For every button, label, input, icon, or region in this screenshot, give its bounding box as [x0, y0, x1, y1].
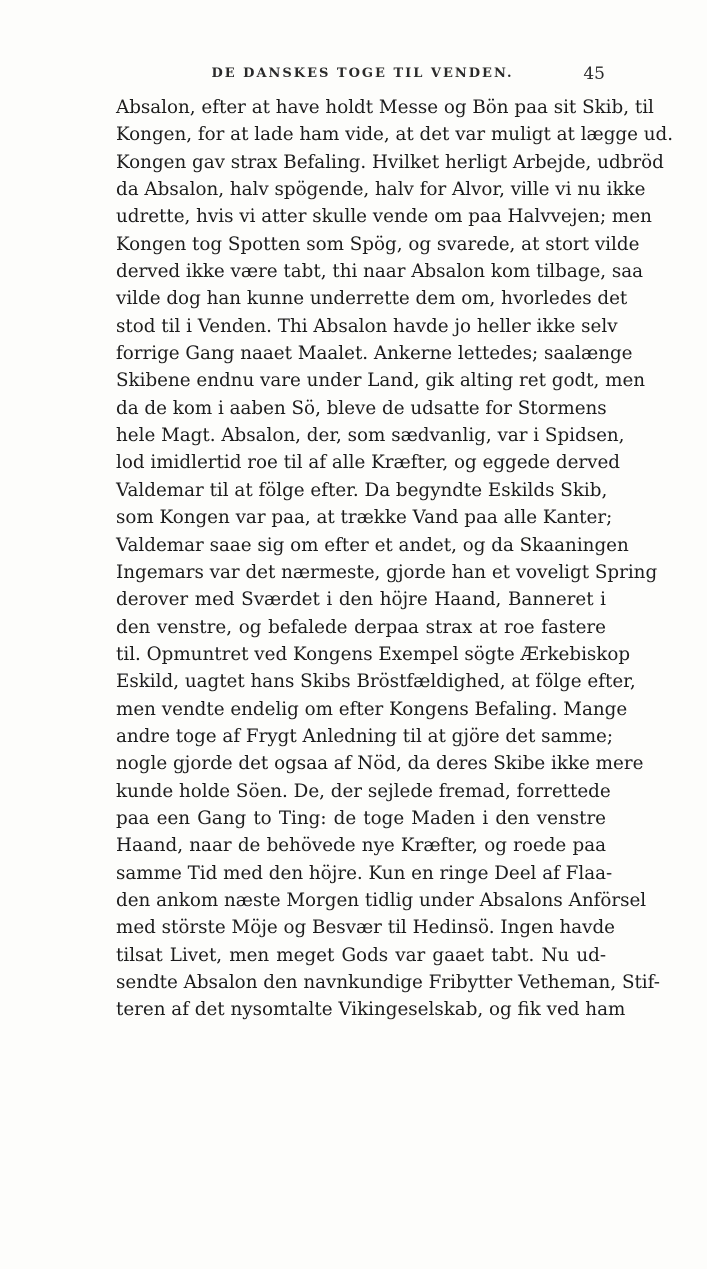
text-line: hele Magt. Absalon, der, som sædvanlig, var i Spidsen, — [116, 425, 625, 447]
text-line: forrige Gang naaet Maalet. Ankerne lettedes; saalænge — [116, 343, 633, 365]
text-line: Kongen gav strax Befaling. Hvilket herligt Arbejde, udbröd — [116, 151, 664, 173]
text-line: Valdemar til at fölge efter. Da begyndte Eskilds Skib, — [116, 479, 608, 501]
running-head — [120, 66, 605, 90]
text-line: andre toge af Frygt Anledning til at gjöre det samme; — [116, 725, 614, 747]
text-line: teren af det nysomtalte Vikingeselskab, og fik ved ham — [116, 999, 626, 1021]
text-line: derover med Sværdet i den höjre Haand, Banneret i — [116, 589, 606, 611]
text-line: lod imidlertid roe til af alle Kræfter, og eggede derved — [116, 452, 621, 474]
text-line: Eskild, uagtet hans Skibs Bröstfældighed, at fölge efter, — [116, 671, 636, 693]
body-text — [116, 94, 674, 1024]
text-line: kunde holde Söen. De, der sejlede fremad, forrettede — [116, 780, 611, 802]
text-line: Valdemar saae sig om efter et andet, og da Skaaningen — [116, 534, 629, 556]
text-line: samme Tid med den höjre. Kun en ringe Deel af Flaa- — [116, 862, 613, 884]
text-line: med störste Möje og Besvær til Hedinsö. Ingen havde — [116, 917, 615, 939]
text-line: tilsat Livet, men meget Gods var gaaet tabt. Nu ud- — [116, 944, 606, 966]
text-line: da de kom i aaben Sö, bleve de udsatte for Stormens — [116, 397, 607, 419]
text-line: stod til i Venden. Thi Absalon havde jo heller ikke selv — [116, 315, 618, 337]
text-line: men vendte endelig om efter Kongens Befaling. Mange — [116, 698, 628, 720]
text-line: sendte Absalon den navnkundige Fribytter Vetheman, Stif- — [116, 972, 660, 993]
text-line: Absalon, efter at have holdt Messe og Bön paa sit Skib, til — [116, 97, 654, 118]
text-line: vilde dog han kunne underrette dem om, hvorledes det — [116, 288, 628, 310]
text-line: udrette, hvis vi atter skulle vende om paa Halvvejen; men — [116, 206, 652, 228]
text-line: paa een Gang to Ting: de toge Maden i den venstre — [116, 807, 606, 829]
text-line: som Kongen var paa, at trække Vand paa alle Kanter; — [116, 507, 613, 529]
text-line: til. Opmuntret ved Kongens Exempel sögte Ærkebiskop — [116, 643, 631, 665]
text-line: da Absalon, halv spögende, halv for Alvor, ville vi nu ikke — [116, 179, 646, 201]
page-number: 45 — [583, 64, 605, 84]
text-line: Kongen, for at lade ham vide, at det var muligt at lægge ud. — [116, 124, 674, 146]
text-line: Kongen tog Spotten som Spög, og svarede, at stort vilde — [116, 233, 640, 255]
text-line: nogle gjorde det ogsaa af Nöd, da deres Skibe ikke mere — [116, 753, 644, 775]
running-title: DE DANSKES TOGE TIL VENDEN. — [211, 66, 514, 81]
text-line: den ankom næste Morgen tidlig under Absalons Anförsel — [116, 889, 647, 911]
text-line: Skibene endnu vare under Land, gik alting ret godt, men — [116, 370, 646, 392]
text-line: Haand, naar de behövede nye Kræfter, og roede paa — [116, 835, 606, 857]
text-line: Ingemars var det nærmeste, gjorde han et voveligt Spring — [116, 561, 658, 583]
text-line: derved ikke være tabt, thi naar Absalon kom tilbage, saa — [116, 261, 644, 283]
text-line: den venstre, og befalede derpaa strax at roe fastere — [116, 616, 606, 638]
